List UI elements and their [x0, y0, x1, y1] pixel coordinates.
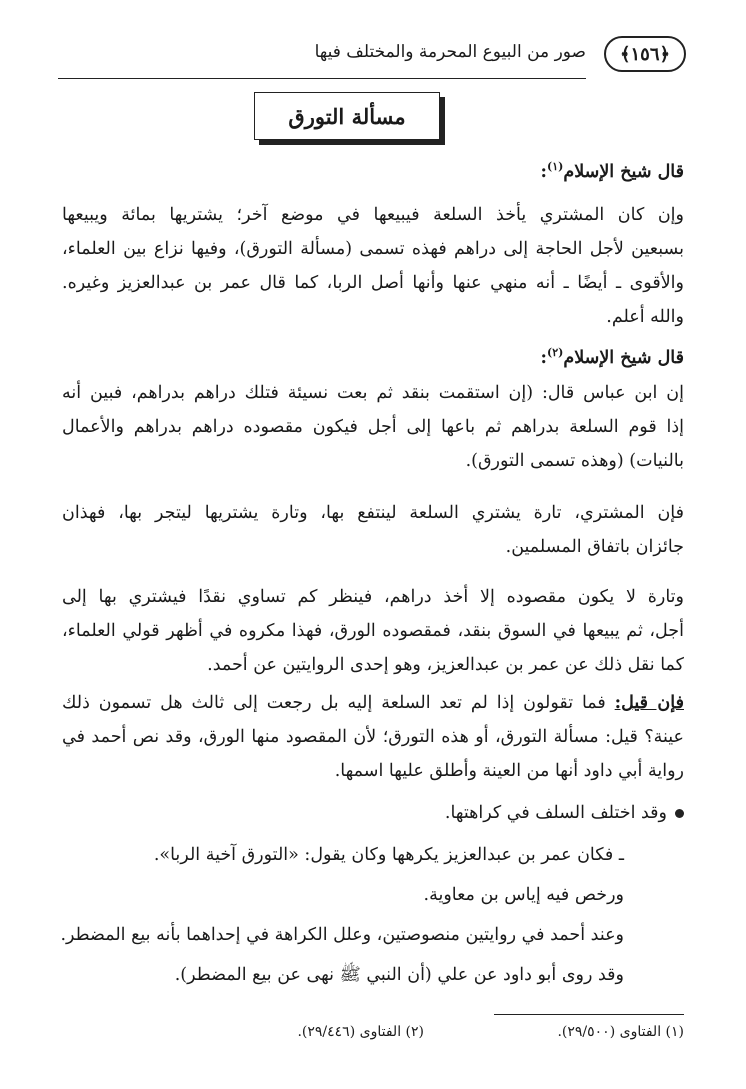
footnote-2: (٢) الفتاوى (٢٩/٤٤٦). [297, 1024, 424, 1040]
footnote-1: (١) الفتاوى (٢٩/٥٠٠). [557, 1024, 684, 1040]
running-title: صور من البيوع المحرمة والمختلف فيها [314, 42, 586, 62]
heading-text: قال شيخ الإسلام [563, 161, 684, 182]
text-line: وقد روى أبو داود عن علي (أن النبي ﷺ نهى عن بيع المضطر). [174, 965, 624, 985]
text-line: وعند أحمد في روايتين منصوصتين، وعلل الكراهة في إحداهما بأنه بيع المضطر. [60, 925, 624, 945]
text-line [62, 688, 684, 718]
text-line: أجل، ثم يبيعها في السوق بنقد، فمقصوده الورق، فهذا مكروه في أظهر قولي العلماء، [62, 621, 684, 641]
bullet-icon [675, 809, 684, 818]
bullet-text: وقد اختلف السلف في كراهتها. [444, 803, 667, 823]
text-line: وتارة لا يكون مقصوده إلا أخذ دراهم، فينظر كم تساوي نقدًا فيشتري بها إلى [62, 587, 684, 607]
text-line: عينة؟ قيل: مسألة التورق، أو هذه التورق؛ لأن المقصود منها الورق، وقد نص أحمد في [62, 727, 684, 747]
heading-shaykh-1 [541, 152, 684, 187]
footnote-ref-2[interactable]: (٢) [547, 346, 564, 359]
page-number: ﴿١٥٦﴾ [604, 36, 686, 72]
text-line: رواية أبي داود أنها من العينة وأطلق عليها اسمها. [334, 761, 684, 781]
text-line: ورخص فيه إياس بن معاوية. [423, 885, 624, 905]
running-header [58, 36, 686, 80]
text-line: بسبعين لأجل الحاجة إلى دراهم فهذه تسمى (مسألة التورق)، وفيها نزاع بين العلماء، [62, 239, 684, 259]
heading-colon: : [540, 161, 548, 182]
section-title: مسألة التورق [254, 92, 440, 140]
objection-label: فإن قيل: [614, 693, 684, 713]
text-line: وإن كان المشتري يأخذ السلعة فيبيعها في موضع آخر؛ يشتريها بمائة ويبيعها [62, 205, 684, 225]
footnote-rule [494, 1014, 684, 1015]
text-line: والأقوى ـ أيضًا ـ أنه منهي عنها وأنها أصل الربا، كما قال عمر بن عبدالعزيز وغيره. [62, 273, 684, 293]
text-line: فإن المشتري، تارة يشتري السلعة لينتفع بها، وتارة يشتريها ليتجر بها، فهذان [62, 503, 684, 523]
heading-shaykh-2 [541, 338, 684, 373]
text-line: ـ فكان عمر بن عبدالعزيز يكرهها وكان يقول: «التورق آخية الربا». [153, 845, 624, 865]
header-rule [58, 78, 586, 79]
heading-text: قال شيخ الإسلام [563, 347, 684, 368]
text-line: والله أعلم. [606, 307, 684, 327]
text-line: كما نقل ذلك عن عمر بن عبدالعزيز، وهو إحدى الروايتين عن أحمد. [207, 655, 684, 675]
heading-colon: : [540, 347, 548, 368]
text-line: بالنيات) (وهذه تسمى التورق). [465, 451, 684, 471]
text-line: جائزان باتفاق المسلمين. [505, 537, 684, 557]
bullet-item [445, 798, 684, 828]
objection-text: فما تقولون إذا لم تعد السلعة إليه بل رجعت إلى ثالث هل تسمون ذلك [62, 693, 615, 713]
text-line: إن ابن عباس قال: (إن استقمت بنقد ثم بعت نسيئة فتلك دراهم بدراهم، فبين أنه [62, 383, 684, 403]
text-line: إذا قوم السلعة بدراهم ثم باعها إلى أجل فيكون مقصوده دراهم بدراهم والأعمال [62, 417, 684, 437]
footnote-ref-1[interactable]: (١) [547, 160, 564, 173]
